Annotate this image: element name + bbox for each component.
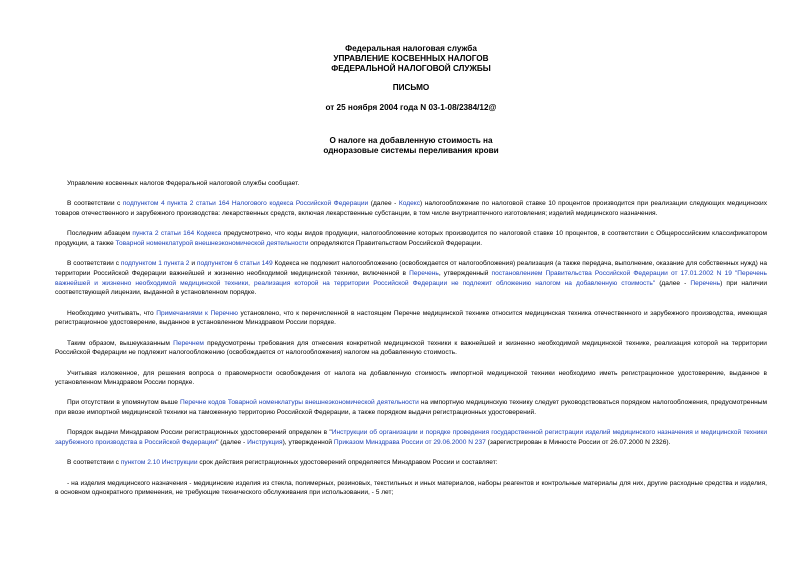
link-instruction-item-2-10[interactable]: пунктом 2.10 Инструкции [120, 459, 198, 467]
document-body [55, 179, 767, 498]
document-header [55, 44, 767, 156]
link-perechen[interactable]: Перечень [409, 269, 439, 277]
paragraph-6: Таким образом, вышеуказанным Перечнем предусмотрены требования для отнесения конкретной медицинской техники к важнейшей и жизненно необходимой медицинской технике, реализация которой на территории Российской Федерации не подлежит налогообложению (освобождается от налогообложения) налогом на добавленную стоимость. [55, 339, 767, 357]
department-line-1: УПРАВЛЕНИЕ КОСВЕННЫХ НАЛОГОВ [333, 54, 489, 63]
document-subject-line-1: О налоге на добавленную стоимость на [329, 136, 493, 145]
paragraph-11: - на изделия медицинского назначения - медицинские изделия из стекла, полимерных, резиновых, текстильных и иных материалов, наборы реагентов и контрольные материалы для них, другие расходные средства и изделия, в основном однократного применения, не требующие технического обслуживания при использовании, - 5 лет; [55, 479, 767, 497]
link-instruction-registration[interactable]: Инструкции об организации и порядке проведения государственной регистрации изделий медицинского назначения и медицинской техники зарубежного производства в Российской Федерации [55, 429, 768, 447]
link-article-149-subitem-6[interactable]: подпунктом 6 статьи 149 [196, 260, 273, 268]
link-instrukciya[interactable]: Инструкция [247, 439, 283, 447]
link-tax-code-article-164[interactable]: подпунктом 4 пункта 2 статьи 164 Налогового кодекса Российской Федерации [122, 200, 369, 208]
paragraph-8: При отсутствии в упомянутом выше Перечне кодов Товарной номенклатуры внешнеэкономической деятельности на импортную медицинскую технику следует руководствоваться порядком налогообложения, предусмотренным при ввозе импортной медицинской техники на таможенную территорию Российской Федерации, а также порядком выдачи регистрационных удостоверений. [55, 399, 767, 417]
link-government-resolution-19[interactable]: постановлением Правительства Российской Федерации от 17.01.2002 N 19 "Перечень важнейшей и жизненно необходимой медицинской техники, реализация которой на территории Российской Федерации не подлежит обложению налогом на добавленную стоимость" [55, 269, 767, 287]
link-perechen-short[interactable]: Перечень [690, 279, 721, 287]
link-perechnem[interactable]: Перечнем [173, 339, 204, 347]
document-subject-line-2: одноразовые системы переливания крови [323, 146, 499, 155]
paragraph-7: Учитывая изложенное, для решения вопроса о правомерности освобождения от налога на добавленную стоимость импортной медицинской техники необходимо иметь регистрационное удостоверение, выданное в установленном Минздравом России порядке. [55, 369, 767, 387]
link-perechen-notes[interactable]: Примечаниями к Перечню [156, 309, 239, 317]
paragraph-1: Управление косвенных налогов Федеральной налоговой службы сообщает. [67, 180, 300, 187]
paragraph-4: В соответствии с подпунктом 1 пункта 2 и подпунктом 6 статьи 149 Кодекса не подлежит налогообложению (освобождается от налогообложения) реализация (а также передача, выполнение, оказание для собственных нужд) на территории Российской Федерации важнейшей и жизненно необходимой медицинской техники, включенной в Перечень, утвержденный постановлением Правительства Российской Федерации от 17.01.2002 N 19 "Перечень важнейшей и жизненно необходимой медицинской техники, реализация которой на территории Российской Федерации не подлежит обложению налогом на добавленную стоимость" (далее - Перечень) при наличии соответствующей лицензии, выданной в установленном порядке. [55, 260, 768, 297]
link-article-149-subitem-1[interactable]: подпунктом 1 пункта 2 [120, 260, 190, 268]
department-line-2: ФЕДЕРАЛЬНОЙ НАЛОГОВОЙ СЛУЖБЫ [331, 64, 491, 73]
paragraph-2: В соответствии с подпунктом 4 пункта 2 статьи 164 Налогового кодекса Российской Федерации (далее - Кодекс) налогообложение по налоговой ставке 10 процентов производится при реализации следующих медицинских товаров отечественного и зарубежного производства: лекарственных средств, включая лекарственные субстанции, в том числе внутриаптечного изготовления; изделий медицинского назначения. [55, 200, 767, 217]
link-kodeks[interactable]: Кодекс [398, 200, 421, 208]
link-tnved-codes-list[interactable]: Перечне кодов Товарной номенклатуры внешнеэкономической деятельности [179, 399, 419, 407]
document-type: ПИСЬМО [392, 83, 430, 92]
paragraph-5: Необходимо учитывать, что Примечаниями к Перечню установлено, что к перечисленной в настоящем Перечне медицинской технике относится медицинская техника отечественного и зарубежного производства, имеющая регистрационное удостоверение, выданное в установленном Минздравом России порядке. [55, 309, 767, 327]
paragraph-10: В соответствии с пунктом 2.10 Инструкции срок действия регистрационных удостоверений определяется Минздравом России и составляет: [67, 459, 498, 467]
document-date-number: от 25 ноября 2004 года N 03-1-08/2384/12@ [325, 103, 497, 112]
paragraph-3: Последним абзацем пункта 2 статьи 164 Кодекса предусмотрено, что коды видов продукции, налогообложение которых производится по налоговой ставке 10 процентов, в соответствии с Общероссийским классификатором продукции, а также Товарной номенклатурой внешнеэкономической деятельности определяются Правительством Российской Федерации. [55, 230, 768, 247]
link-tnved[interactable]: Товарной номенклатурой внешнеэкономической деятельности [115, 239, 309, 247]
link-article-164-item-2[interactable]: пункта 2 статьи 164 Кодекса [132, 230, 222, 238]
paragraph-9: Порядок выдачи Минздравом России регистрационных удостоверений определен в "Инструкции об организации и порядке проведения государственной регистрации изделий медицинского назначения и медицинской техники зарубежного производства в Российской Федерации" (далее - Инструкция), утвержденной Приказом Минздрава России от 29.06.2000 N 237 (зарегистрирован в Минюсте России от 26.07.2000 N 2326). [55, 429, 768, 447]
link-minzdrav-order-237[interactable]: Приказом Минздрава России от 29.06.2000 N 237 [333, 439, 486, 447]
document-page [55, 44, 767, 498]
agency-name: Федеральная налоговая служба [345, 44, 477, 53]
